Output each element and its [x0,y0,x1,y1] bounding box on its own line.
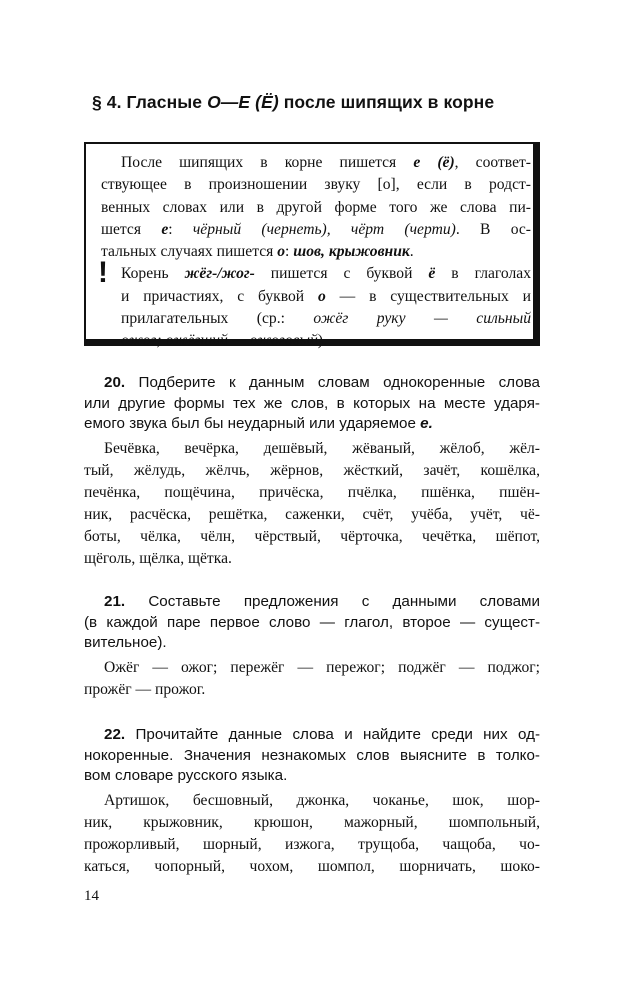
task-line: вительное). [84,634,167,651]
rule-text-span: тальных случаях пишется [101,243,278,261]
word-line: прожорливый, шорный, изжога, трущоба, чащоба, чо- [84,836,540,853]
note-text-span: ). [317,332,327,350]
task-line [84,592,540,613]
word-line: тый, жёлудь, жёлчь, жёрнов, жёсткий, зачёт, кошёлка, [84,462,540,479]
task-20-words [84,438,540,570]
task-line [84,725,540,746]
task-21 [84,592,540,654]
task-22-words [84,790,540,878]
task-text: Подберите к данным словам однокоренные слова [125,374,540,391]
rule-example: чёрный (чернеть), чёрт (черти) [192,220,456,238]
rule-letter: о [277,243,286,261]
word-line: Артишок, бесшовный, джонка, чоканье, шок, шор- [104,792,540,809]
note-text-span: Корень [121,265,185,283]
note-text-span: прилагательных (ср.: [121,310,314,328]
heading-letters: О—Е (Ё) [207,92,279,112]
word-line: ник, расчёска, решётка, саженки, счёт, учёба, учёт, чё- [84,506,540,523]
task-number: 20. [104,374,126,391]
note-line [121,308,531,330]
task-line [84,414,540,435]
page-number: 14 [84,888,99,904]
task-line: нокоренные. Значения незнакомых слов выясните в толко- [84,746,540,764]
task-21-words [84,657,540,701]
word-line: Бечёвка, вечёрка, дешёвый, жёваный, жёлоб, жёл- [104,440,540,457]
word-line: щёголь, щёлка, щётка. [84,550,232,567]
rule-line [101,241,531,263]
task-22 [84,725,540,787]
word-line: ник, крыжовник, крюшон, мажорный, шомпольный, [84,814,540,831]
rule-line: венных словах или в другой форме того же слова пи- [101,198,531,216]
word-line: печёнка, пощёчина, причёска, пчёлка, пшёнка, пшён- [84,484,540,501]
exclamation-icon: ! [98,256,108,289]
rule-example: шов, крыжовник [293,243,410,261]
task-line: вом словаре русского языка. [84,767,288,784]
task-letter: е. [420,415,433,432]
rule-line [101,152,531,174]
task-text: Прочитайте данные слова и найдите среди них од- [125,726,540,743]
note-text-span: — в существительных и [325,287,532,305]
rule-text-span: , соответ- [454,154,531,171]
note-text-span: пишется с буквой [254,265,429,283]
note-letter: ё [428,265,436,283]
task-text: емого звука был бы неударный или ударяемое [84,415,421,432]
section-heading [92,92,542,113]
task-20 [84,373,540,435]
rule-text-span: : [285,243,294,261]
rule-text [101,152,531,353]
note-letter: о [317,287,326,305]
task-line: или другие формы тех же слов, в которых на месте ударя- [84,394,540,412]
note-text-span: в глаголах [435,265,532,283]
note-root: жёг-/жог- [184,265,255,283]
word-line: боты, чёлка, чёлн, чёрствый, чёрточка, чечётка, шёпот, [84,528,540,545]
rule-text-span: : [168,220,193,238]
note-line [121,286,531,308]
rule-line: ствующее в произношении звуку [о], если в родст- [101,176,531,194]
word-line: каться, чопорный, чохом, шомпол, шорничать, шоко- [84,858,540,875]
heading-suffix: после шипящих в корне [278,92,495,112]
task-number: 22. [104,726,126,743]
note-example: ожог; ожёгший — ожоговый [121,332,318,350]
word-line: Ожёг — ожог; пережёг — пережог; поджёг — поджог; [104,659,540,676]
note-example: ожёг руку — сильный [313,310,531,328]
heading-prefix: § 4. Гласные [92,92,208,112]
task-line [84,373,540,394]
rule-letter: е (ё) [413,154,455,171]
note-text-span: и причастиях, с буквой [121,287,318,305]
rule-text-span: шется [101,220,162,238]
word-line: прожёг — прожог. [84,681,206,698]
rule-text-span: . В ос- [455,220,531,238]
task-line: (в каждой паре первое слово — глагол, второе — сущест- [84,613,540,631]
task-number: 21. [104,593,126,610]
note-line [121,330,531,352]
note-line [121,263,531,285]
rule-note [101,263,531,352]
rule-letter: е [161,220,169,238]
rule-text-span: После шипящих в корне пишется [121,154,414,171]
rule-text-span: . [409,243,414,261]
rule-line [101,219,531,241]
task-text: Составьте предложения с данными словами [125,593,540,610]
